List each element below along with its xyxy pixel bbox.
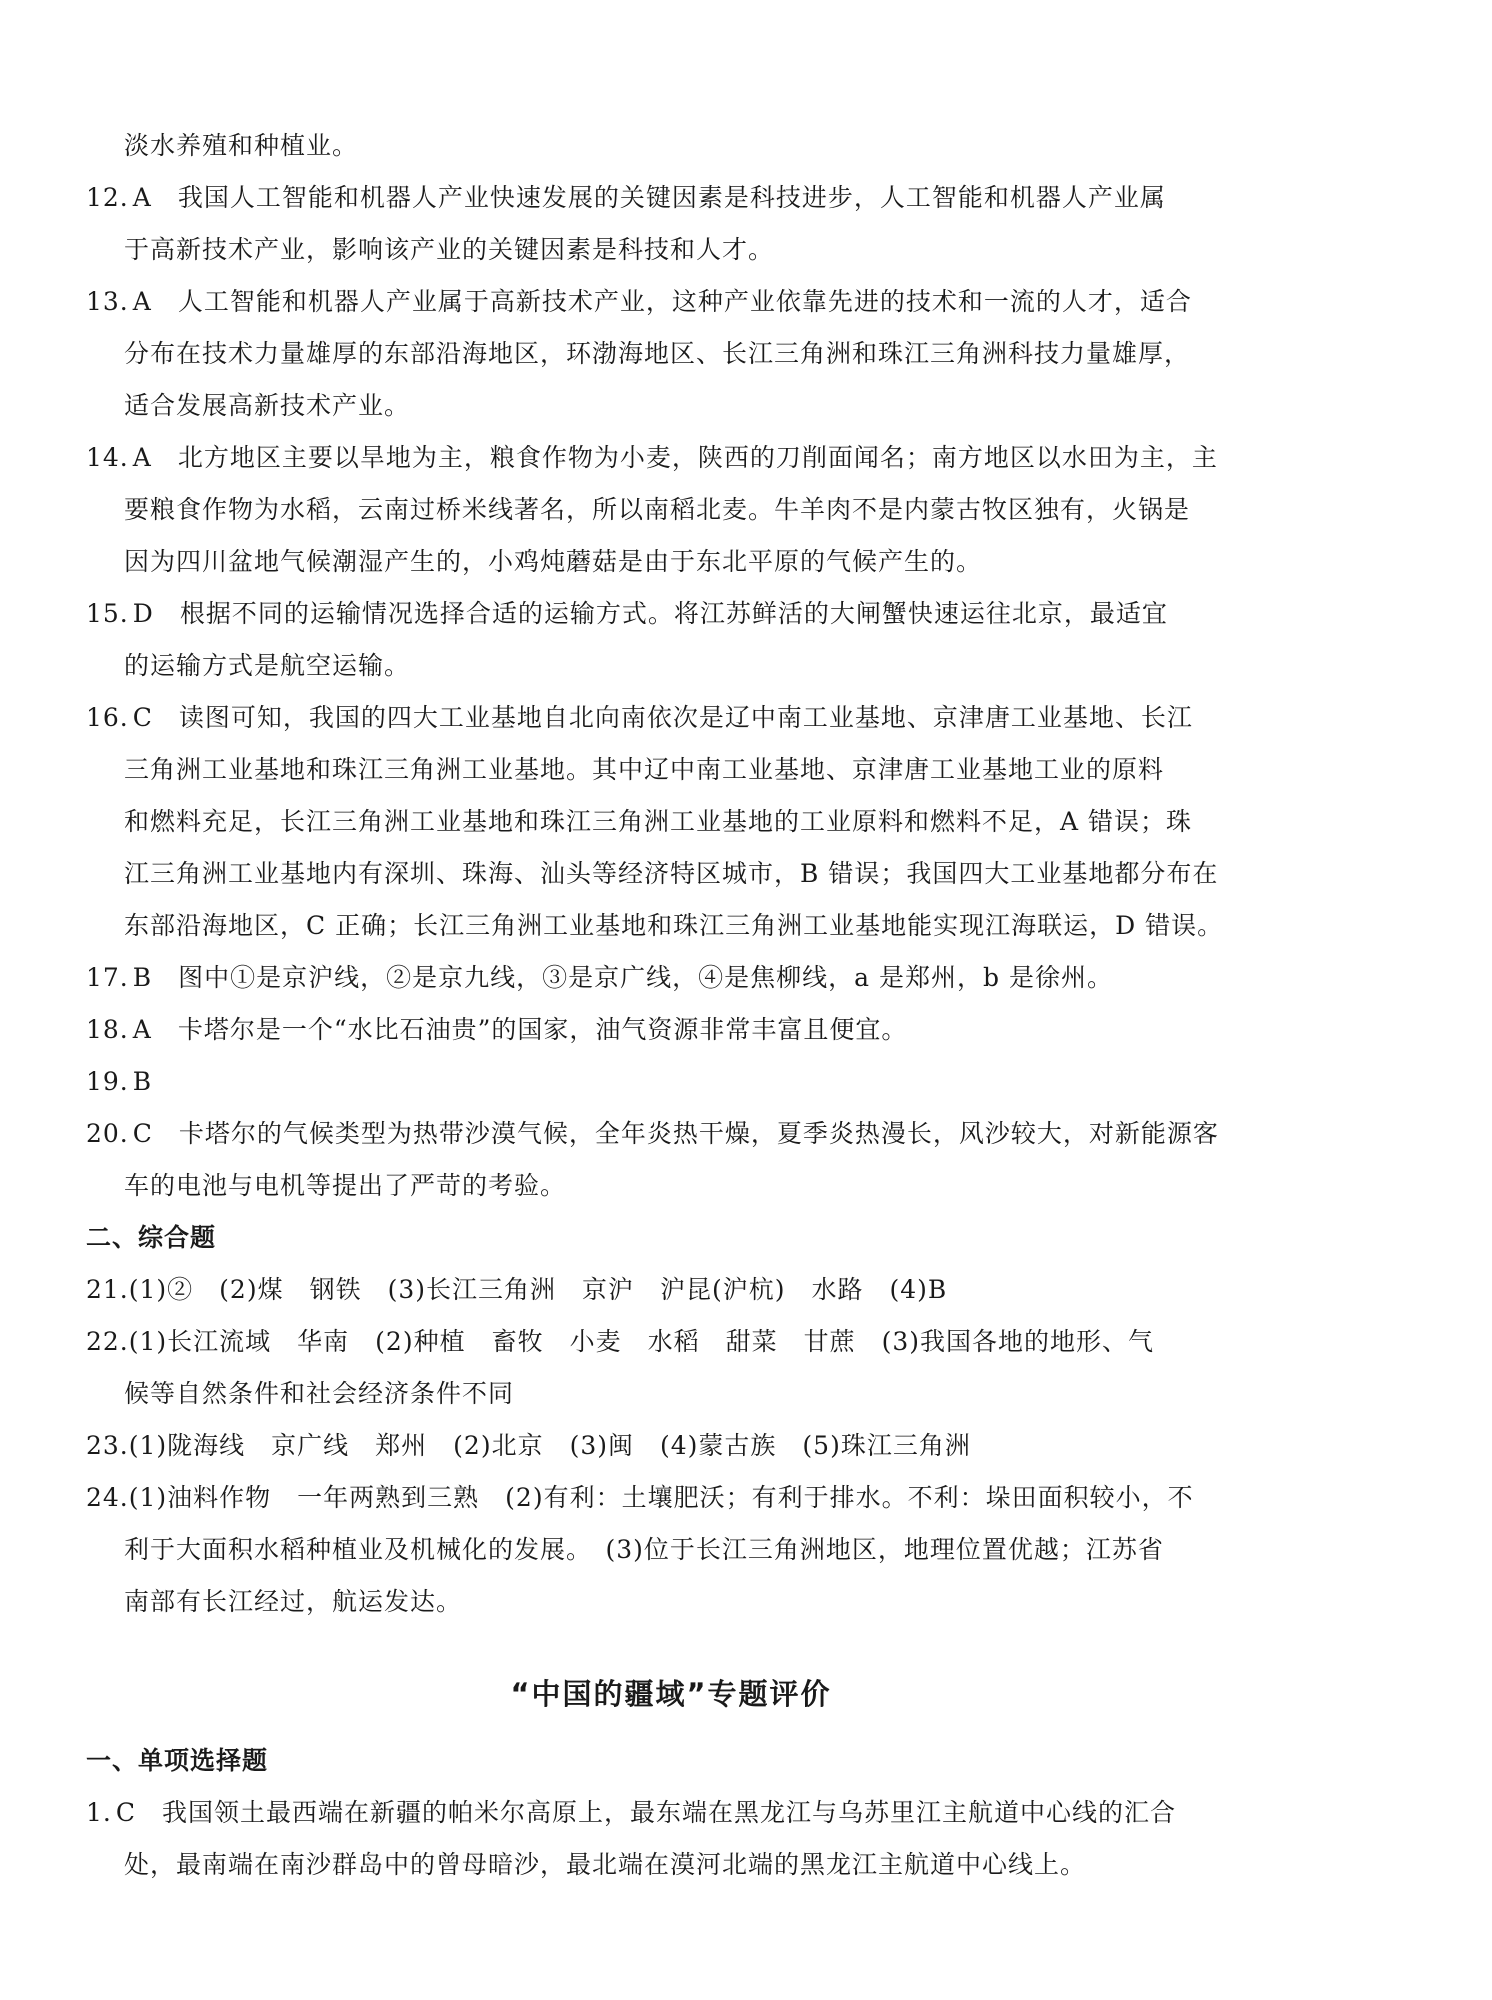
answer-choice: C bbox=[115, 1798, 136, 1827]
answer-16 bbox=[86, 692, 1256, 952]
answer-17 bbox=[86, 952, 1256, 1004]
question-number: 20. bbox=[86, 1119, 129, 1148]
answer-continuation: 江三角洲工业基地内有深圳、珠海、汕头等经济特区城市，B 错误；我国四大工业基地都分布在 bbox=[124, 859, 1219, 888]
answer-1 bbox=[86, 1787, 1256, 1891]
answer-choice: A bbox=[132, 287, 152, 316]
answer-21 bbox=[86, 1264, 1256, 1316]
answer-continuation: 车的电池与电机等提出了严苛的考验。 bbox=[124, 1171, 567, 1200]
question-number: 18. bbox=[86, 1015, 129, 1044]
question-number: 14. bbox=[86, 443, 129, 472]
answer-continuation: 适合发展高新技术产业。 bbox=[124, 391, 411, 420]
answer-continuation: 的运输方式是航空运输。 bbox=[124, 651, 411, 680]
answer-continuation: 三角洲工业基地和珠江三角洲工业基地。其中辽中南工业基地、京津唐工业基地工业的原料 bbox=[124, 755, 1165, 784]
answer-text: 22.(1)长江流域 华南 (2)种植 畜牧 小麦 水稻 甜菜 甘蔗 (3)我国各地的地形、气 bbox=[86, 1327, 1154, 1356]
answer-continuation: 于高新技术产业，影响该产业的关键因素是科技和人才。 bbox=[124, 235, 775, 264]
answer-14 bbox=[86, 432, 1256, 588]
answer-choice: D bbox=[132, 599, 154, 628]
answer-18 bbox=[86, 1004, 1256, 1056]
answer-explanation: 北方地区主要以旱地为主，粮食作物为小麦，陕西的刀削面闻名；南方地区以水田为主，主 bbox=[177, 443, 1218, 472]
answer-continuation: 候等自然条件和社会经济条件不同 bbox=[124, 1379, 515, 1408]
answer-continuation: 利于大面积水稻种植业及机械化的发展。 (3)位于长江三角洲地区，地理位置优越；江苏省 bbox=[124, 1535, 1164, 1564]
answer-explanation: 我国领土最西端在新疆的帕米尔高原上，最东端在黑龙江与乌苏里江主航道中心线的汇合 bbox=[162, 1798, 1177, 1827]
answer-continuation: 要粮食作物为水稻，云南过桥米线著名，所以南稻北麦。牛羊肉不是内蒙古牧区独有，火锅是 bbox=[124, 495, 1191, 524]
answer-continuation: 和燃料充足，长江三角洲工业基地和珠江三角洲工业基地的工业原料和燃料不足，A 错误；珠 bbox=[124, 807, 1193, 836]
answer-continuation: 南部有长江经过，航运发达。 bbox=[124, 1587, 463, 1616]
question-number: 17. bbox=[86, 963, 129, 992]
answer-explanation: 卡塔尔的气候类型为热带沙漠气候，全年炎热干燥，夏季炎热漫长，风沙较大，对新能源客 bbox=[178, 1119, 1219, 1148]
topic-title: “中国的疆域”专题评价 bbox=[510, 1677, 832, 1711]
answer-continuation: 因为四川盆地气候潮湿产生的，小鸡炖蘑菇是由于东北平原的气候产生的。 bbox=[124, 547, 983, 576]
answer-continuation: 淡水养殖和种植业。 bbox=[124, 131, 359, 160]
continuation-line bbox=[86, 120, 1256, 172]
question-number: 1. bbox=[86, 1798, 112, 1827]
answer-choice: B bbox=[132, 1067, 153, 1096]
answer-explanation: 图中①是京沪线，②是京九线，③是京广线，④是焦柳线，a 是郑州，b 是徐州。 bbox=[178, 963, 1113, 992]
section-heading-single-choice: 一、单项选择题 bbox=[86, 1746, 269, 1775]
answer-choice: A bbox=[132, 443, 152, 472]
answer-choice: C bbox=[132, 1119, 153, 1148]
question-number: 12. bbox=[86, 183, 129, 212]
answer-19 bbox=[86, 1056, 1256, 1108]
question-number: 19. bbox=[86, 1067, 129, 1096]
question-number: 16. bbox=[86, 703, 129, 732]
answer-24 bbox=[86, 1472, 1256, 1628]
answer-explanation: 根据不同的运输情况选择合适的运输方式。将江苏鲜活的大闸蟹快速运往北京，最适宜 bbox=[179, 599, 1168, 628]
question-number: 13. bbox=[86, 287, 129, 316]
question-number: 15. bbox=[86, 599, 129, 628]
answer-choice: A bbox=[132, 183, 152, 212]
answer-explanation: 卡塔尔是一个“水比石油贵”的国家，油气资源非常丰富且便宜。 bbox=[177, 1015, 908, 1044]
answer-23 bbox=[86, 1420, 1256, 1472]
answer-explanation: 我国人工智能和机器人产业快速发展的关键因素是科技进步，人工智能和机器人产业属 bbox=[177, 183, 1166, 212]
answer-continuation: 东部沿海地区，C 正确；长江三角洲工业基地和珠江三角洲工业基地能实现江海联运，D 错误。 bbox=[124, 911, 1224, 940]
answer-12 bbox=[86, 172, 1256, 276]
answer-text: 24.(1)油料作物 一年两熟到三熟 (2)有利：土壤肥沃；有利于排水。不利：垛田面积较小，不 bbox=[86, 1483, 1194, 1512]
answer-choice: B bbox=[132, 963, 153, 992]
answer-22 bbox=[86, 1316, 1256, 1420]
answer-explanation: 读图可知，我国的四大工业基地自北向南依次是辽中南工业基地、京津唐工业基地、长江 bbox=[178, 703, 1193, 732]
answer-15 bbox=[86, 588, 1256, 692]
section-heading-comprehensive: 二、综合题 bbox=[86, 1223, 217, 1252]
answer-continuation: 分布在技术力量雄厚的东部沿海地区，环渤海地区、长江三角洲和珠江三角洲科技力量雄厚， bbox=[124, 339, 1191, 368]
answer-explanation: 人工智能和机器人产业属于高新技术产业，这种产业依靠先进的技术和一流的人才，适合 bbox=[177, 287, 1192, 316]
answer-continuation: 处，最南端在南沙群岛中的曾母暗沙，最北端在漠河北端的黑龙江主航道中心线上。 bbox=[124, 1850, 1087, 1879]
answer-13 bbox=[86, 276, 1256, 432]
answer-choice: C bbox=[132, 703, 153, 732]
answer-text: 21.(1)② (2)煤 钢铁 (3)长江三角洲 京沪 沪昆(沪杭) 水路 (4)B bbox=[86, 1275, 948, 1304]
answer-choice: A bbox=[132, 1015, 152, 1044]
answer-text: 23.(1)陇海线 京广线 郑州 (2)北京 (3)闽 (4)蒙古族 (5)珠江三角洲 bbox=[86, 1431, 971, 1460]
answer-20 bbox=[86, 1108, 1256, 1212]
